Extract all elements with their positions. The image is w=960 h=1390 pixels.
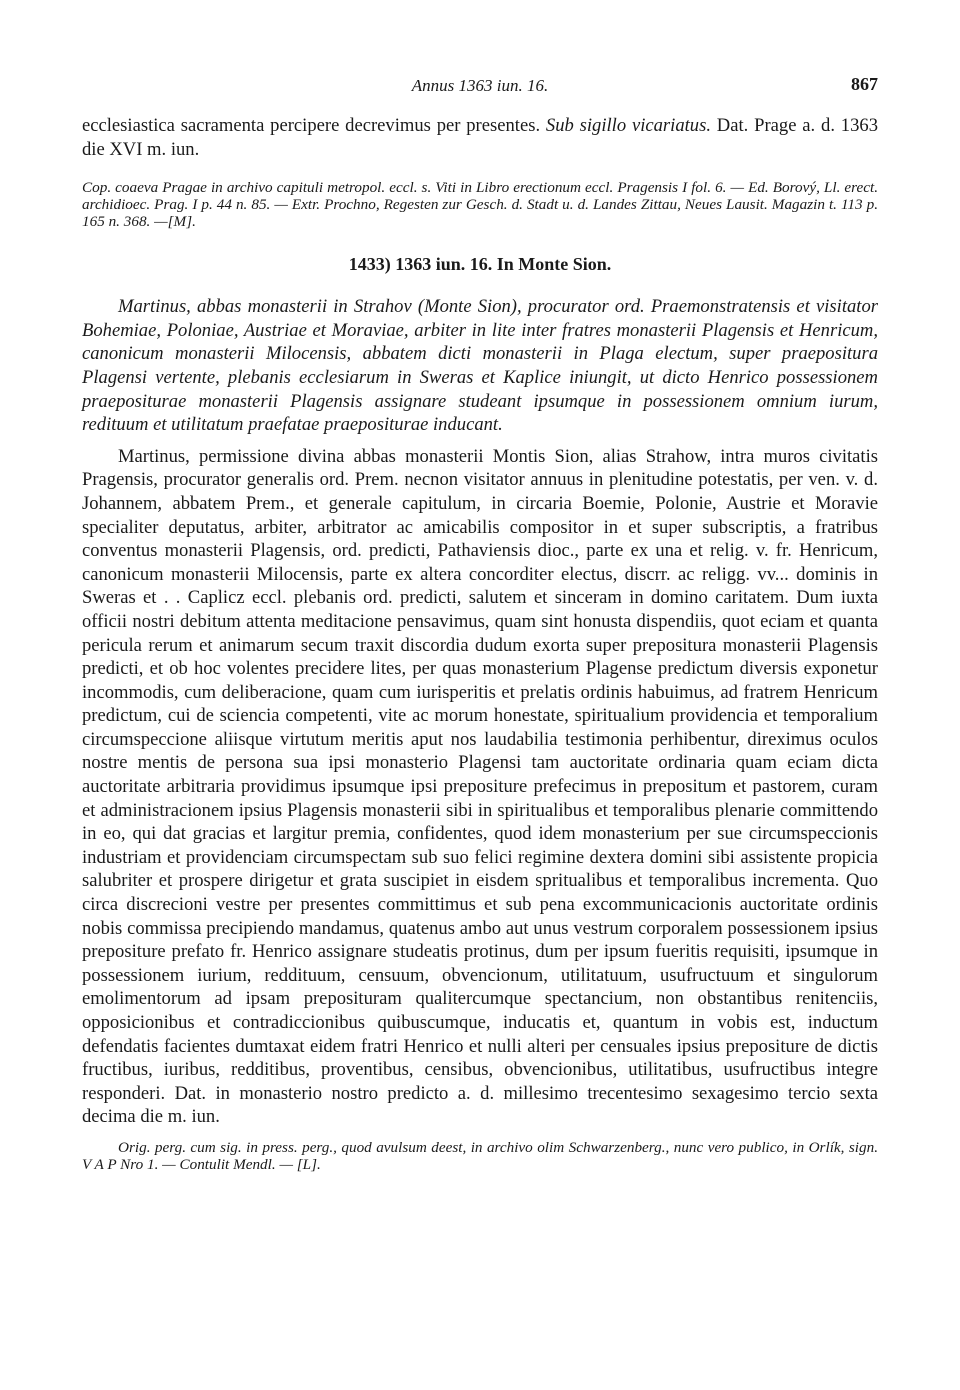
page-number: 867	[851, 74, 878, 94]
document-text: Martinus, permissione divina abbas monasterii Montis Sion, alias Strahow, intra muros civitatis Pragensis, procurator generalis ord. Prem. necnon visitator annuus in plenitudine potestatis, per ven. v. d. Johannem, abbatem Prem., et generale capitulum, in circaria Boemie, Polonie, Austrie et Moravie specialiter deputatus, arbiter, arbitrator ac amicabilis compositor in et super subscriptis, a fratribus conventus monasterii Plagensis, ord. predicti, Pathaviensis dioc., parte ex una et relig. v. fr. Henricum, canonicum monasterii Milocensis, parte ex altera concorditer electus, discrr. ac religg. vv... dominis in Sweras et . . Caplicz eccl. plebanis ord. predicti, salutem et sinceram in domino caritatem. Dum iuxta officii nostri debitum attenta meditacione pensavimus, quam sint honusta dispendiis, quot eciam et quanta pericula rerum et animarum secum traxit discordia dudum exorta super prepositura monasterii Plagensis predicti, et ob hoc volentes precidere lites, per quas monasterium Plagense predictum diversis exponetur incommodis, cum deliberacione, quam cum iurisperitis et prelatis ordinis habuimus, ad fratrem Henricum predictum, cui de sciencia competenti, vite ac morum honestate, spiritualium providencia et temporalium circumspeccione aliisque virtutum meritis aput nos laudabilia testimonia perhibentur, direximus oculos nostre mentis de persona sua ipsi monasterio Plagensi tam auctoritate ordinaria quam eciam dicta auctoritate arbitraria providimus ipsumque ipsi prepositure prefecimus in prepositum et pastorem, curam et administracionem ipsius Plagensis monasterii sibi in spiritualibus et temporalibus plenarie committendo in eo, qui dat gracias et largitur premia, confidentes, quod idem monasterium per sue circumspeccionis industriam et providenciam circumspectam sub suo felici regimine dextera domini sibi assistente propicia salubriter et prospere dirigetur et grata suscipiet in eisdem spritualibus et temporalibus incrementa. Quo circa discrecioni vestre per presentes committimus et sub pena excommunicacionis auctoritate ordinis nobis commissa precipiendo mandamus, quatenus ambo aut unus vestrum corporalem possessionem ipsius prepositure prefato fr. Henrico assignare studeatis protinus, dum per ipsum fueritis requisiti, ipsumque in possessionem iurium, reddituum, censuum, obvencionum, utilitatuum, usufructuum et singulorum emolimentorum ad ipsam preposituram qualitercumque spectancium, non obstantibus renitenciis, opposicionibus et contradiccionibus quibuscumque, inducatis et, quantum in vobis est, inductum defendatis facientes dumtaxat eidem fratri Henrico et nulli alteri per censuales ipsius prepositure de dictis fructibus, iuribus, redditibus, proventibus, censibus, obvencionibus, utilitatibus, usufructibus integre responderi. Dat. in monasterio nostro predicto a. d. millesimo trecentesimo sexagesimo tercio sexta decima die m. iun.	[82, 445, 878, 1128]
document-heading: 1433) 1363 iun. 16. In Monte Sion.	[348, 254, 612, 275]
running-title: Annus 1363 iun. 16.	[411, 76, 549, 95]
continuation-text-before: ecclesiastica sacramenta percipere decrevimus per presentes.	[82, 115, 546, 136]
document-page	[82, 70, 878, 1173]
document-source-note: Orig. perg. cum sig. in press. perg., quod avulsum deest, in archivo olim Schwarzenberg., nunc vero publico, in Orlík, sign. V A P Nro 1. — Contulit Mendl. — [L].	[82, 1138, 878, 1173]
continuation-paragraph	[82, 114, 878, 161]
continuation-text-after: Dat. Prage a. d. 1363 die XVI m. iun.	[82, 115, 878, 160]
previous-document-source-note: Cop. coaeva Pragae in archivo capituli metropol. eccl. s. Viti in Libro erectionum eccl. Pragensis I fol. 6. — Ed. Borový, Ll. erect. archidioec. Prag. I p. 44 n. 85. — Extr. Prochno, Regesten zur Gesch. d. Stadt u. d. Landes Zittau, Neues Lausit. Magazin t. 113 p. 165 n. 368. —[M].	[82, 179, 878, 231]
running-head	[82, 70, 878, 100]
sigillum-clause: Sub sigillo vicariatus.	[545, 115, 711, 136]
document-regest: Martinus, abbas monasterii in Strahov (Monte Sion), procurator ord. Praemonstratensis et visitator Bohemiae, Poloniae, Austriae et Moraviae, arbiter in lite inter fratres monasterii Plagensis et Henricum, canonicum monasterii Milocensis, abbatem dicti monasterii in Plaga electum, super praepositura Plagensi vertente, plebanis ecclesiarum in Sweras et Kaplice iniungit, ut dicto Henrico possessionem praepositurae monasterii Plagensis assignare studeant ipsumque in possessionem omnium iurum, redituum et utilitatum praefatae praepositurae inducant.	[82, 296, 878, 436]
